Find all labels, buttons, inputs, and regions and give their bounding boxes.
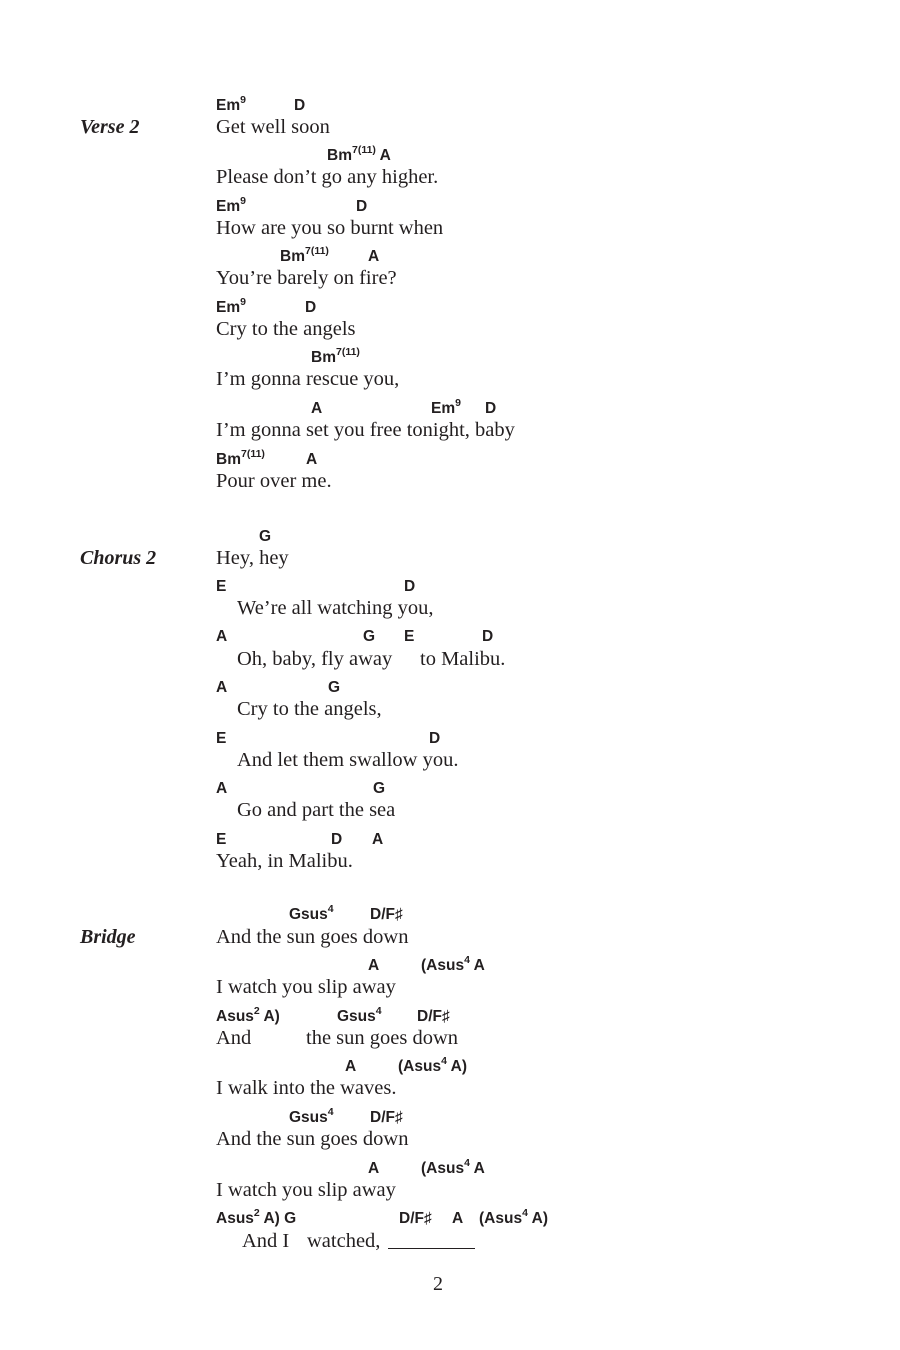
chord: A [216, 780, 228, 797]
lyric-line: Oh, baby, fly away [237, 648, 393, 670]
chord: D [429, 730, 441, 747]
lyric-line: I’m gonna rescue you, [216, 368, 400, 390]
chord: D [294, 97, 306, 114]
lyric-line: We’re all watching you, [237, 597, 434, 619]
chord: $Bm^{7(11)}$ [280, 244, 329, 265]
chord: A [306, 451, 318, 468]
chord: A [368, 248, 380, 265]
chord: A [452, 1210, 464, 1227]
chord: A [216, 628, 228, 645]
chord: G [259, 528, 272, 545]
chord: E [216, 831, 227, 848]
chord: Gsus$^4$ [337, 1004, 382, 1025]
chord: D [331, 831, 343, 848]
chord: (Asus$^4$ A [421, 953, 485, 974]
chord: E [216, 578, 227, 595]
chord: A [345, 1058, 357, 1075]
lyric-line: And the sun goes down [216, 926, 409, 948]
chord: A [216, 679, 228, 696]
section-label-bridge: Bridge [80, 926, 136, 948]
lyric-line: Go and part the sea [237, 799, 396, 821]
chord: Em$^9$ [216, 295, 246, 316]
lyric-line: to Malibu. [420, 648, 506, 670]
chord: D [485, 400, 497, 417]
chord: (Asus$^4$ A) [398, 1054, 468, 1075]
chord: A [311, 400, 323, 417]
chord: Gsus$^4$ [289, 1105, 334, 1126]
lyric-line: Hey, hey [216, 547, 289, 569]
lyric-line: And the sun goes down [216, 1128, 409, 1150]
chord: D/F♯ [370, 906, 403, 923]
chord: Em$^9$ [216, 194, 246, 215]
lyric-line: You’re barely on fire? [216, 267, 397, 289]
chord: (Asus$^4$ A [421, 1156, 485, 1177]
chord: D [356, 198, 368, 215]
section-label-chorus-2: Chorus 2 [80, 547, 157, 569]
chord: D/F♯ [370, 1109, 403, 1126]
lyric-line: the sun goes down [306, 1027, 459, 1049]
lyric-line: Get well soon [216, 116, 330, 138]
lyric-line: I’m gonna set you free tonight, baby [216, 419, 515, 441]
lyric-line: Please don’t go any higher. [216, 166, 439, 188]
chord: E [216, 730, 227, 747]
chord: G [373, 780, 386, 797]
chord: D/F♯ [399, 1210, 432, 1227]
lyric-line: watched, [307, 1230, 381, 1252]
lyric-line: I watch you slip away [216, 1179, 396, 1201]
lyric-line: I walk into the waves. [216, 1077, 397, 1099]
chord: Asus$^2$ A) G [216, 1206, 297, 1227]
chord: G [363, 628, 376, 645]
lyric-line: And I [242, 1230, 290, 1252]
lyric-line: Yeah, in Malibu. [216, 850, 353, 872]
chord: Em$^9$ [431, 396, 461, 417]
chord: A [372, 831, 384, 848]
section-label-verse-2: Verse 2 [80, 116, 140, 138]
page-number: 2 [433, 1273, 443, 1295]
chord: $Bm^{7(11)}$ [311, 345, 360, 366]
lyric-line: Cry to the angels, [237, 698, 382, 720]
chord: (Asus$^4$ A) [479, 1206, 549, 1227]
chord: $Bm^{7(11)}$ [216, 447, 265, 468]
lyric-line: And let them swallow you. [237, 749, 459, 771]
lyric-line: Cry to the angels [216, 318, 356, 340]
chord: D/F♯ [417, 1008, 450, 1025]
lyric-line: How are you so burnt when [216, 217, 444, 239]
continuation-line [388, 1248, 475, 1249]
chord: A [368, 957, 380, 974]
chord: D [305, 299, 317, 316]
chord: D [482, 628, 494, 645]
chord: G [328, 679, 341, 696]
chord: D [404, 578, 416, 595]
chord: $Bm^{7(11)}$ A [327, 143, 391, 164]
lyric-line: I watch you slip away [216, 976, 396, 998]
chord: Asus$^2$ A) [216, 1004, 280, 1025]
lyric-line: Pour over me. [216, 470, 332, 492]
chord: Gsus$^4$ [289, 902, 334, 923]
chord: A [368, 1160, 380, 1177]
chord: Em$^9$ [216, 93, 246, 114]
lyric-line: And [216, 1027, 252, 1049]
chord: E [404, 628, 415, 645]
